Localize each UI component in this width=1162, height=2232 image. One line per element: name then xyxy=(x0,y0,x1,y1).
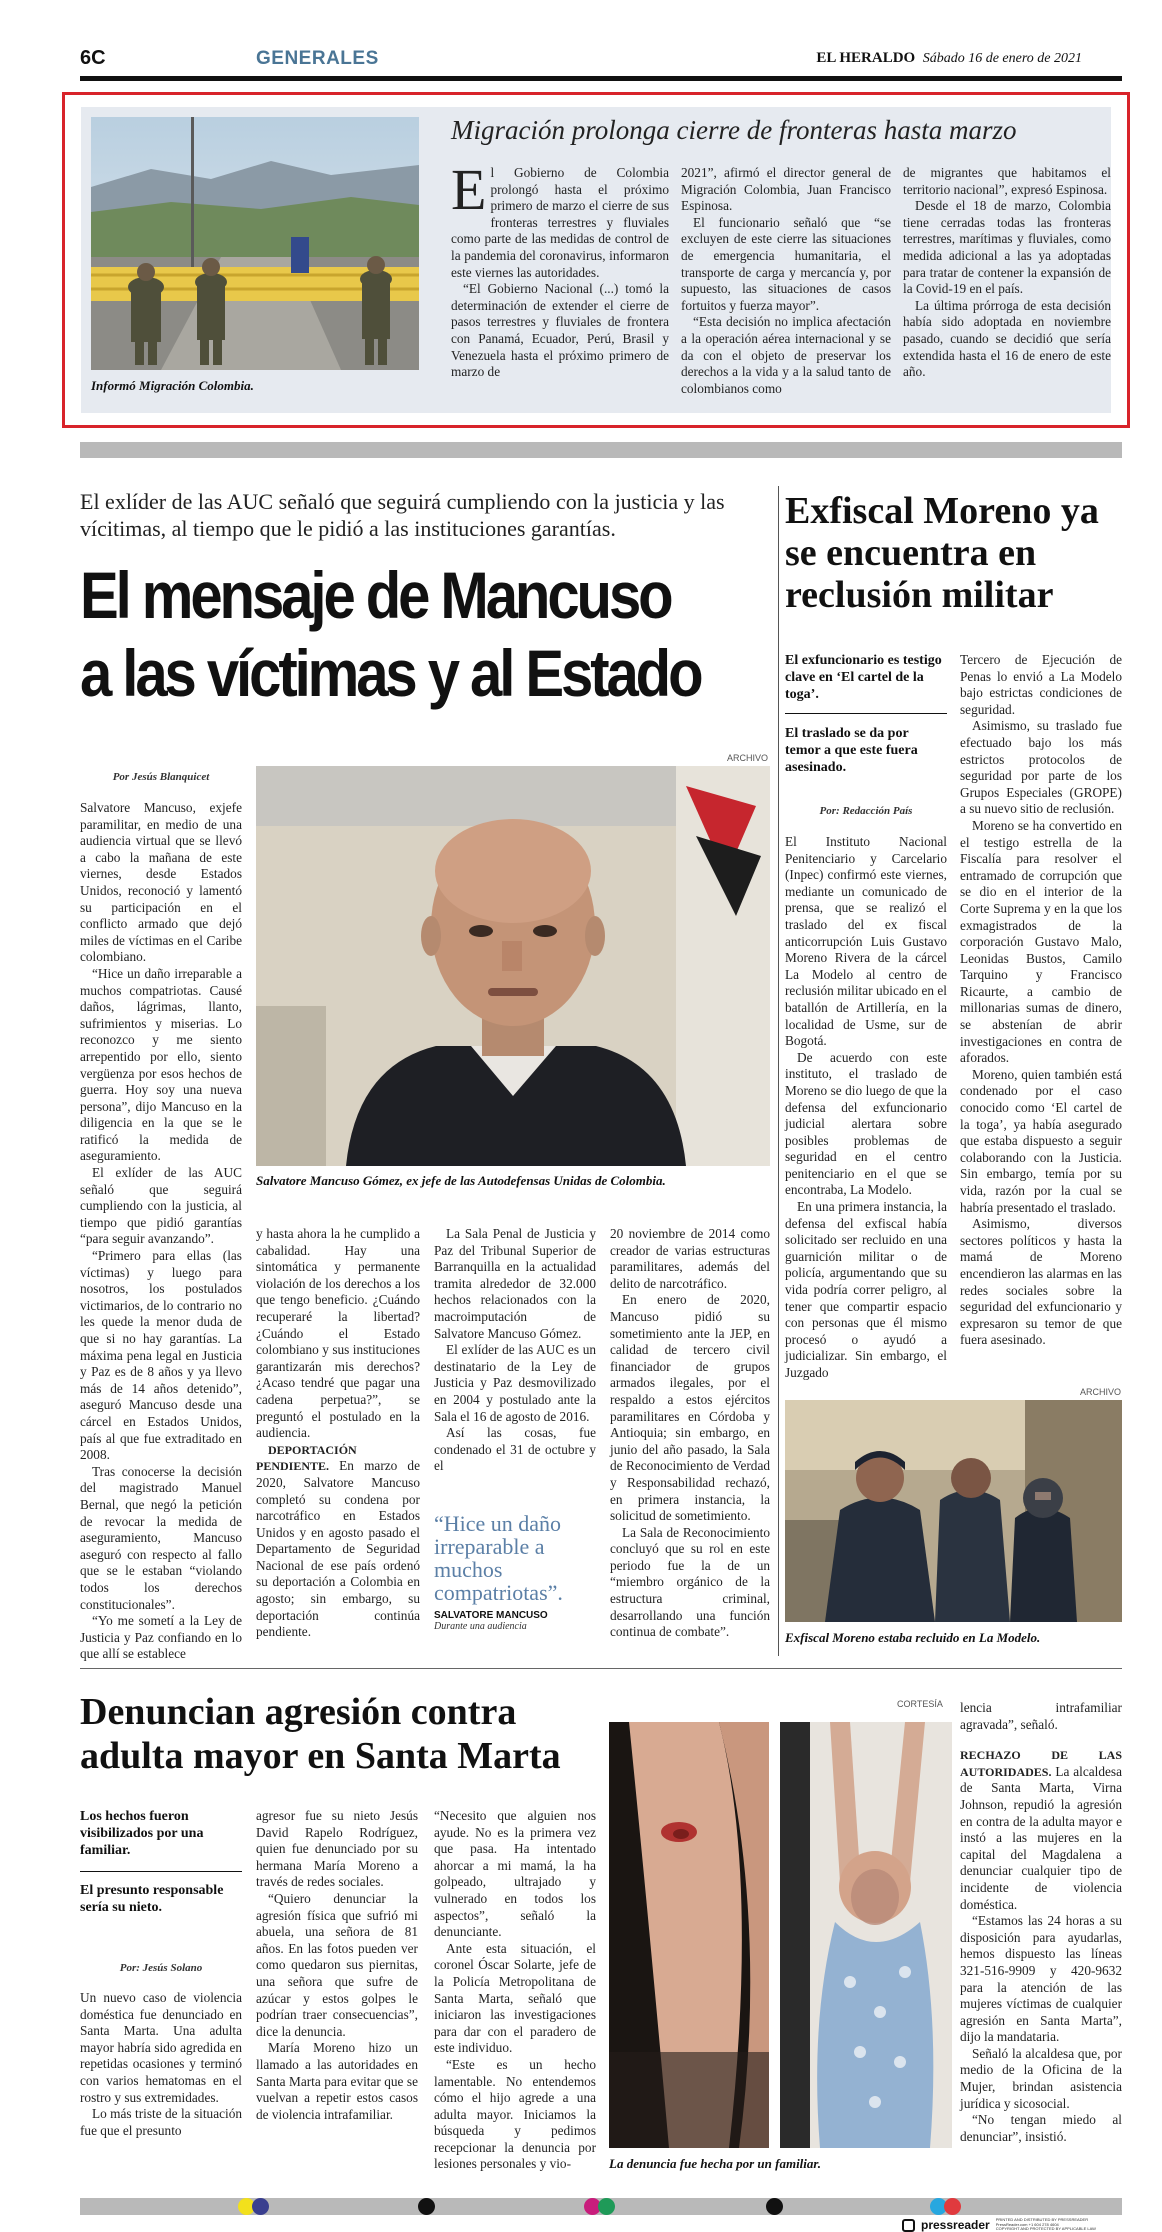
santa-marta-p1: Un nuevo caso de violencia doméstica fue denunciado en Santa Marta. Una adulta mayor habría sido agredida en repetidas ocasiones y terminó con varios hematomas en el rostro y sus extremidades. xyxy=(80,1990,242,2105)
santa-marta-col4-p1: lencia intrafamiliar agravada”, señaló. xyxy=(960,1700,1122,1732)
moreno-p2: De acuerdo con este instituto, el traslado de Moreno se dio luego de que la defensa del exfuncionario judicial alertara sobre posibles problemas de seguridad en el centro penitenciario en el que se encontraba, La Modelo. xyxy=(785,1049,947,1198)
santa-marta-photo-credit: CORTESÍA xyxy=(897,1699,943,1709)
pressreader-line1: PRINTED AND DISTRIBUTED BY PRESSREADER xyxy=(995,2217,1089,2223)
mancuso-photo-credit: ARCHIVO xyxy=(727,753,769,763)
moreno-p1: El Instituto Nacional Penitenciario y Carcelario (Inpec) confirmó este viernes, mediante un comunicado de prensa, que se realizó el traslado del ex fiscal anticorrupción Luis Gustavo Moreno Rivera de la cárcel La Modelo al centro de reclusión militar ubicado en el batallón de Artillería, en la localidad de Usme, sur de Bogotá. xyxy=(785,834,947,1049)
mancuso-col2-p2 xyxy=(256,1442,420,1641)
mancuso-byline: Por Jesús Blanquicet xyxy=(112,771,210,783)
migration-col2-p1: 2021”, afirmó el director general de Migración Colombia, Juan Francisco Espinosa. xyxy=(681,165,891,214)
migration-col3-p1: de migrantes que habitamos el territorio nacional”, expresó Espinosa. xyxy=(903,165,1111,197)
injury-photo-woman xyxy=(780,1722,952,2148)
santa-marta-col4 xyxy=(960,1700,1122,2192)
santa-marta-col4-p3: “Estamos las 24 horas a su disposición para ayudarlas, hemos dispuesto las líneas 321-516-9909 y 420-9632 para la atención de las mujeres víctimas de cualquier agresión en Santa Marta”, dijo la mandataria. xyxy=(960,1913,1122,2045)
moreno-col1 xyxy=(785,834,947,1380)
migration-col3-p2: Desde el 18 de marzo, Colombia tiene cerradas todas las fronteras terrestres, marítimas y fluviales, como medida adicional a las ya adoptadas para tratar de contener la expansión de la Covid-19 en el país. xyxy=(903,198,1111,297)
migration-caption: Informó Migración Colombia. xyxy=(91,378,254,393)
moreno-p3: En una primera instancia, la defensa del exfiscal había solicitado ser recluido en una guarnición militar o de policía, argumentando que su vida podría correr peligro, al tener que compartir espacio con personas que él mismo procesó o ayudó a judicializar. Sin embargo, el Juzgado xyxy=(785,1199,947,1380)
section-name: GENERALES xyxy=(256,48,379,69)
section-rule xyxy=(80,1668,1122,1669)
pullquote-context: Durante una audiencia xyxy=(434,1621,527,1632)
migration-col2-p2: El funcionario señaló que “se excluyen de este cierre las situaciones de emergencia humanitaria, el transporte de carga y mercancía y, por supuesto, las situaciones de casos fortuitos y fuerza mayor”. xyxy=(681,214,891,313)
migration-col1-p2: “El Gobierno Nacional (...) tomó la determinación de extender el cierre de pasos terrestres y fluviales de frontera con Panamá, Ecuador, Perú, Brasil y Venezuela hasta el próximo primero de marzo de xyxy=(451,281,669,380)
migration-col3-p3: La última prórroga de esta decisión había sido adoptada en noviembre pasado, cuando se decidió que sería extendida hasta el 16 de enero de este año. xyxy=(903,297,1111,380)
pressreader-footer xyxy=(902,2218,1122,2232)
moreno-col2-p3: Moreno se ha convertido en el testigo estrella de la Fiscalía para resolver el entramado de corrupción que se dio en el interior de la Corte Suprema y en la que los exmagistrados de la corporación Gustavo Malo, Leonidas Bustos, Camilo Tarquino y Francisco Ricaurte, a cambio de millonarias sumas de dinero, se abstenían de abrir investigaciones en contra de aforados. xyxy=(960,817,1122,1066)
mancuso-p1: Salvatore Mancuso, exjefe paramilitar, en medio de una audiencia virtual que se llevó a cabo la mañana de este viernes, desde Estados Unidos, reconoció y lamentó su participación en el conflicto armado que dejó miles de víctimas en el Caribe colombiano. xyxy=(80,800,242,965)
newspaper-name: EL HERALDO xyxy=(816,50,916,66)
pressreader-line2: PressReader.com +1 604 278 4604 xyxy=(995,2221,1059,2227)
mancuso-headline xyxy=(80,556,701,712)
santa-marta-highlight1: Los hechos fueron visibilizados por una familiar. xyxy=(80,1809,204,1858)
santa-marta-col2-p2: “Quiero denunciar la agresión física que sufrió mi abuela, una señora de 81 años. En las fotos pueden ver como quedaron sus piernitas, una señora que sufre de azúcar y estos golpes le podrían traer consecuencias”, dice la denuncia. xyxy=(256,1890,418,2039)
moreno-photo-image xyxy=(785,1400,1122,1622)
mancuso-subhead: El exlíder de las AUC señaló que seguirá cumpliendo con la justicia y las vícitimas, al tiempo que le pidió a las instituciones garantías. xyxy=(80,489,725,541)
pressreader-brand: pressreader xyxy=(921,2218,990,2232)
migration-headline: Migración prolonga cierre de fronteras hasta marzo xyxy=(451,115,1017,145)
migration-col3 xyxy=(903,165,1111,395)
mancuso-col4-p1: 20 noviembre de 2014 como creador de varias estructuras paramilitares, además del delito de narcotráfico. xyxy=(610,1226,770,1291)
mancuso-col4 xyxy=(610,1226,770,1652)
santa-marta-col4-p2-text: La alcaldesa de Santa Marta, Virna Johnson, repudió la agresión en contra de la adulta mayor e instó a las mujeres en la capital del Magdalena a denunciar cualquier tipo de incidente de violencia doméstica. xyxy=(960,1763,1122,1912)
pullquote-author: SALVATORE MANCUSO xyxy=(434,1610,548,1621)
border-photo-image xyxy=(91,117,419,370)
registration-dot-blue xyxy=(252,2198,269,2215)
dropcap: E xyxy=(451,157,487,222)
mancuso-col4-p2: En enero de 2020, Mancuso pidió su sometimiento ante la JEP, en calidad de tercero civil financiador de grupos armados ilegales, por el respaldo a estos ejércitos paramilitares en Córdoba y Antioquia; sin embargo, en junio del año pasado, la Sala de Reconocimiento de Verdad y Responsabilidad rechazó, en primera instancia, la solicitud de sometimiento. xyxy=(610,1292,770,1524)
injury-photo-woman-image xyxy=(780,1722,952,2148)
santa-marta-col3 xyxy=(434,1808,596,2192)
pressreader-line3: COPYRIGHT AND PROTECTED BY APPLICABLE LAW xyxy=(995,2226,1096,2232)
moreno-col2-p5: Asimismo, diversos sectores políticos y hasta la mamá de Moreno encendieron las alarmas en las redes sociales sobre la seguridad del exfuncionario y expresaron su temor de que fuera asesinado. xyxy=(960,1216,1122,1348)
moreno-col2-p2: Asimismo, su traslado fue efectuado bajo los más estrictos protocolos de seguridad por parte de los Grupos Especiales (GROPE) a su nuevo sitio de reclusión. xyxy=(960,718,1122,817)
migration-col2-p3: “Esta decisión no implica afectación a la operación aérea internacional y se da con el objeto de preservar los derechos a la vida y a la salud tanto de colombianos como xyxy=(681,314,891,396)
issue-date: Sábado 16 de enero de 2021 xyxy=(922,51,1082,66)
santa-marta-col3-p1: “Necesito que alguien nos ayude. No es la primera vez que pasa. Ha intentado ahorcar a mi mamá, la ha golpeado, ultrajado y vulnerado en todos los aspectos”, señaló la denunciante. xyxy=(434,1808,596,1940)
authorities-subhead: RECHAZO DE LAS AUTORIDADES. xyxy=(960,1748,1122,1779)
santa-marta-col2-p3: María Moreno hizo un llamado a las autoridades en Santa Marta para evitar que se vuelvan a repetir estos casos de violencia intrafamiliar. xyxy=(256,2040,418,2122)
mancuso-col4-p3: La Sala de Reconocimiento concluyó que su rol en este periodo fue la de un “miembro orgánico de la estructura criminal, desarrollando una función continua de combate”. xyxy=(610,1524,770,1640)
deportation-subhead: DEPORTACIÓN PENDIENTE. xyxy=(256,1442,357,1474)
mancuso-col1 xyxy=(80,800,242,1662)
santa-marta-headline: Denuncian agresión contra adulta mayor en Santa Marta xyxy=(80,1691,561,1777)
mancuso-p2: “Hice un daño irreparable a muchos compatriotas. Causé daños, lágrimas, llanto, sufrimientos y miserias. Lo reconozco y me siento arrepentido por ello, siento vergüenza por esos hechos de guerra. Hoy soy una nueva persona”, dijo Mancuso en la diligencia en la que se le ratificó la medida de aseguramiento. xyxy=(80,965,242,1164)
registration-dot-black xyxy=(418,2198,435,2215)
migration-col2 xyxy=(681,165,891,395)
section-separator xyxy=(80,442,1122,458)
header-right xyxy=(816,50,1082,67)
moreno-photo-credit: ARCHIVO xyxy=(1080,1387,1122,1397)
santa-marta-col4-p2 xyxy=(960,1747,1122,1913)
column-divider xyxy=(778,486,779,1656)
mancuso-p6: “Yo me sometí a la Ley de Justicia y Paz confiando en lo que allí se establece xyxy=(80,1613,242,1662)
migration-box xyxy=(62,92,1130,428)
santa-marta-highlight2: El presunto responsable sería su nieto. xyxy=(80,1883,224,1915)
mancuso-pullquote xyxy=(434,1512,596,1632)
santa-marta-col2-p1: agresor fue su nieto Jesús David Rapelo Rodríguez, quien fue denunciado por su hermana María Moreno a través de redes sociales. xyxy=(256,1808,418,1890)
moreno-headline: Exfiscal Moreno ya se encuentra en reclusión militar xyxy=(785,490,1099,616)
mancuso-headline-line2: a las víctimas y al Estado xyxy=(80,636,701,710)
migration-col1-text: l Gobierno de Colombia prolongó hasta el próximo primero de marzo el cierre de sus fronteras terrestres y fluviales como parte de las medidas de control de la pandemia del coronavirus, informaron este viernes las autoridades. xyxy=(451,165,669,280)
injury-photo-legs xyxy=(609,1722,769,2148)
mancuso-col3-p3: Así las cosas, fue condenado el 31 de octubre y el xyxy=(434,1425,596,1474)
moreno-photo xyxy=(785,1400,1122,1622)
mancuso-caption: Salvatore Mancuso Gómez, ex jefe de las Autodefensas Unidas de Colombia. xyxy=(256,1173,666,1188)
moreno-col2 xyxy=(960,652,1122,1374)
mancuso-col3-p2: El exlíder de las AUC es un destinatario de la Ley de Justicia y Paz desmovilizado en 2004 y postulado ante la Sala el 16 de agosto de 2016. xyxy=(434,1342,596,1424)
pullquote-text: “Hice un daño irreparable a muchos compatriotas”. xyxy=(434,1511,563,1605)
moreno-caption: Exfiscal Moreno estaba recluido en La Modelo. xyxy=(785,1630,1041,1645)
injury-photo-legs-image xyxy=(609,1722,769,2148)
santa-marta-col2 xyxy=(256,1808,418,2192)
moreno-highlight1: El exfuncionario es testigo clave en ‘El cartel de la toga’. xyxy=(785,653,942,702)
santa-marta-caption: La denuncia fue hecha por un familiar. xyxy=(609,2156,821,2171)
mancuso-photo xyxy=(256,766,770,1166)
mancuso-col2 xyxy=(256,1226,420,1652)
mancuso-headline-line1: El mensaje de Mancuso xyxy=(80,558,671,632)
registration-dot-red xyxy=(944,2198,961,2215)
page-number: 6C xyxy=(80,47,106,69)
santa-marta-col3-p3: “Este es un hecho lamentable. No entendemos cómo el hijo agrede a una adulta mayor. Iniciamos la búsqueda y pedimos recepcionar la denuncia por lesiones personales y vio- xyxy=(434,2056,596,2172)
santa-marta-col4-p4: Señaló la alcaldesa que, por medio de la Oficina de la Mujer, brindan asistencia jurídica y sicosocial. xyxy=(960,2045,1122,2111)
mancuso-p4: “Primero para ellas (las víctimas) y luego para nosotros, los postulados victimarios, de lo contrario no les quede la menor duda de que si no hay garantías. La máxima pena legal en Justicia y Paz es de 8 años y ya llevo más de 14 años detenido”, aseguró Mancuso desde una cárcel en Estados Unidos, país al que fue extraditado en 2008. xyxy=(80,1248,242,1463)
mancuso-p3: El exlíder de las AUC señaló que seguirá cumpliendo con la justicia, al tiempo que pidió garantías “para seguir avanzando”. xyxy=(80,1165,242,1247)
moreno-byline: Por: Redacción País xyxy=(819,805,913,817)
header-rule xyxy=(80,76,1122,81)
registration-dot-black-2 xyxy=(766,2198,783,2215)
migration-col1 xyxy=(451,157,669,395)
mancuso-photo-image xyxy=(256,766,770,1166)
santa-marta-col1 xyxy=(80,1990,242,2192)
pressreader-logo-icon xyxy=(902,2219,915,2232)
mancuso-p5: Tras conocerse la decisión del magistrado Manuel Bernal, que negó la petición de revocar la medida de aseguramiento, Mancuso aseguró con respecto al fallo que se le estaban “violando todos los derechos constitucionales”. xyxy=(80,1463,242,1612)
pressreader-notice xyxy=(996,2218,1096,2232)
mancuso-col3-p1: La Sala Penal de Justicia y Paz del Tribunal Superior de Barranquilla en la actualidad tramita alrededor de 32.000 hechos relacionados con la macroimputación de Salvatore Mancuso Gómez. xyxy=(434,1226,596,1341)
registration-bar xyxy=(80,2198,1122,2215)
santa-marta-col3-p2: Ante esta situación, el coronel Óscar Solarte, jefe de la Policía Metropolitana de Santa Marta, señaló que iniciaron las investigaciones para dar con el paradero de este individuo. xyxy=(434,1940,596,2056)
border-photo xyxy=(91,117,419,370)
moreno-col2-p4: Moreno, quien también está condenado por el caso conocido como ‘El cartel de la toga’, ya había asegurado que estaba dispuesto a seguir colaborando con la Justicia. Sin embargo, temía por su vida, razón por la cual se habría presentado el traslado. xyxy=(960,1066,1122,1215)
mancuso-col3 xyxy=(434,1226,596,1476)
santa-marta-byline: Por: Jesús Solano xyxy=(119,1962,203,1974)
moreno-highlight-rule xyxy=(785,713,947,714)
registration-dot-green xyxy=(598,2198,615,2215)
santa-marta-col4-p5: “No tengan miedo al denunciar”, insistió. xyxy=(960,2112,1122,2144)
mancuso-col2-p1: y hasta ahora la he cumplido a cabalidad. Hay una sintomática y permanente violación de los derechos a los que tengo beneficio. ¿Cuándo recuperaré la libertad? ¿Cuándo el Estado colombiano y sus instituciones garantizarán mis derechos? ¿Acaso tendré que pagar una cadena perpetua?”, se preguntó el postulado en la audiencia. xyxy=(256,1226,420,1441)
moreno-col2-p1: Tercero de Ejecución de Penas lo envió a La Modelo bajo estrictas condiciones de seguridad. xyxy=(960,652,1122,717)
moreno-highlight2: El traslado se da por temor a que este fuera asesinado. xyxy=(785,726,918,775)
mancuso-col2-p2-text: En marzo de 2020, Salvatore Mancuso completó su condena por narcotráfico en Estados Unidos y en agosto pasado el Departamento de Seguridad Nacional de ese país ordenó su deportación a Colombia en agosto; sin embargo, su deportación continúa pendiente. xyxy=(256,1458,420,1640)
santa-marta-p2: Lo más triste de la situación fue que el presunto xyxy=(80,2106,242,2138)
santa-marta-highlight-rule xyxy=(80,1871,242,1872)
